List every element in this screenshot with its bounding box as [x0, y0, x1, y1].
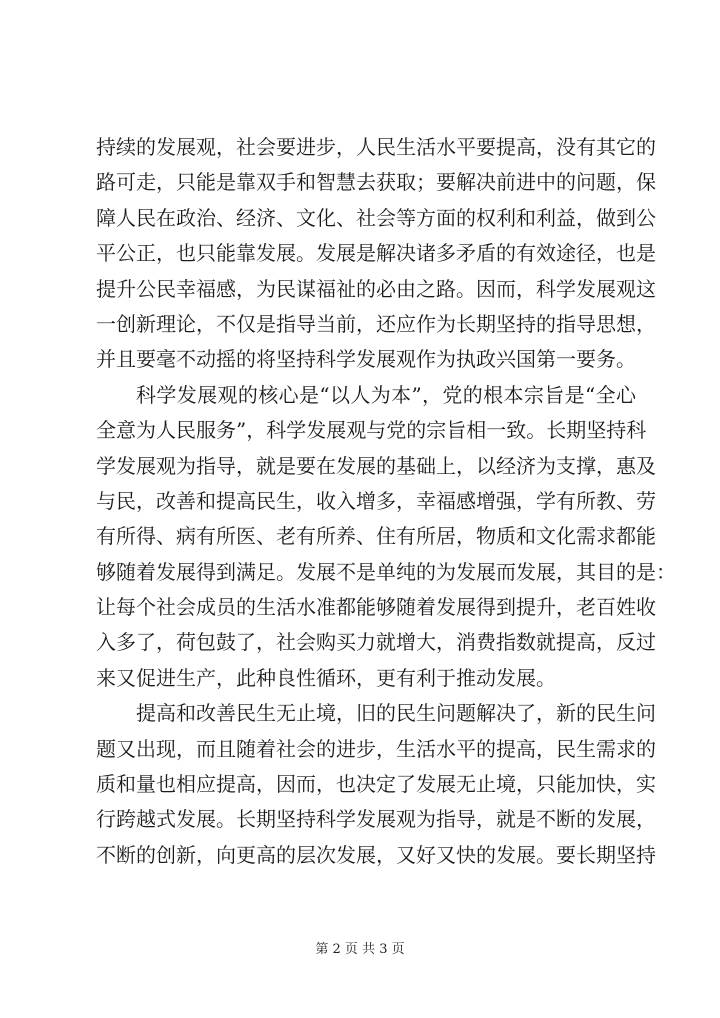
text-line: 够随着发展得到满足。发展不是单纯的为发展而发展，其目的是：: [96, 559, 676, 584]
text-line: 平公正，也只能靠发展。发展是解决诸多矛盾的有效途径，也是: [96, 241, 656, 266]
text-line: 有所得、病有所医、老有所养、住有所居，物质和文化需求都能: [96, 524, 656, 549]
text-line: 持续的发展观，社会要进步，人民生活水平要提高，没有其它的: [96, 135, 656, 159]
text-line: 行跨越式发展。长期坚持科学发展观为指导，就是不断的发展，: [96, 807, 656, 832]
text-line: 不断的创新，向更高的层次发展，又好又快的发展。要长期坚持: [96, 842, 656, 867]
text-line: 提升公民幸福感，为民谋福祉的必由之路。因而，科学发展观这: [96, 276, 656, 301]
text-line: 学发展观为指导，就是要在发展的基础上，以经济为支撑，惠及: [96, 453, 656, 478]
text-line: 质和量也相应提高，因而，也决定了发展无止境，只能加快，实: [96, 772, 656, 797]
text-line: 来又促进生产，此种良性循环，更有利于推动发展。: [96, 665, 556, 690]
text-line: 路可走，只能是靠双手和智慧去获取；要解决前进中的问题，保: [96, 170, 656, 195]
text-line: 障人民在政治、经济、文化、社会等方面的权利和利益，做到公: [96, 205, 656, 230]
text-line: 一创新理论，不仅是指导当前，还应作为长期坚持的指导思想，: [96, 311, 656, 336]
document-body: [96, 130, 676, 873]
text-line: 并且要毫不动摇的将坚持科学发展观作为执政兴国第一要务。: [96, 347, 636, 372]
text-line: 与民，改善和提高民生，收入增多，幸福感增强，学有所教、劳: [96, 488, 656, 513]
text-line: 全意为人民服务”，科学发展观与党的宗旨相一致。长期坚持科: [96, 418, 647, 443]
paragraph-first-line: 提高和改善民生无止境，旧的民生问题解决了，新的民生问: [136, 701, 656, 726]
text-line: 题又出现，而且随着社会的进步，生活水平的提高，民生需求的: [96, 736, 656, 761]
page-number-footer: 第 2 页 共 3 页: [315, 942, 405, 957]
text-line: 让每个社会成员的生活水准都能够随着发展得到提升，老百姓收: [96, 595, 656, 620]
text-line: 入多了，荷包鼓了，社会购买力就增大，消费指数就提高，反过: [96, 630, 656, 655]
paragraph-first-line: 科学发展观的核心是“以人为本”，党的根本宗旨是“全心: [136, 382, 636, 407]
